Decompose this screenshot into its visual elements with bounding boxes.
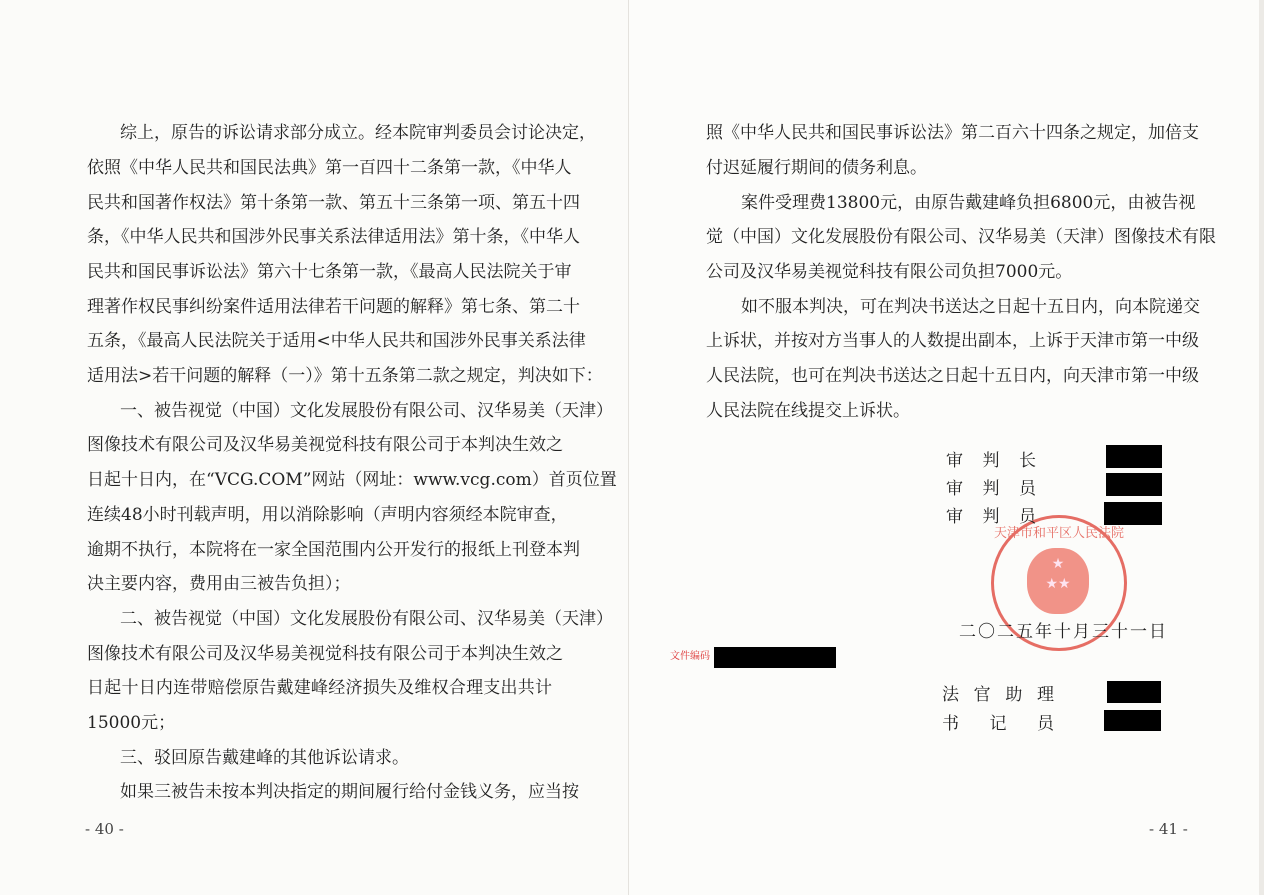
- page-number: - 41 -: [1149, 820, 1188, 838]
- text-line: 民共和国著作权法》第十条第一款、第五十三条第一项、第五十四: [87, 193, 580, 213]
- redacted-name: [1106, 473, 1162, 496]
- text-line: 决主要内容，费用由三被告负担）；: [87, 574, 351, 594]
- text-line: 如果三被告未按本判决指定的期间履行给付金钱义务，应当按: [120, 782, 579, 802]
- text-line: 觉（中国）文化发展股份有限公司、汉华易美（天津）图像技术有限: [706, 227, 1216, 247]
- text-line: 一、被告视觉（中国）文化发展股份有限公司、汉华易美（天津）: [120, 401, 613, 421]
- clerk-role: 法 官 助 理: [942, 685, 1054, 705]
- redacted-name: [1104, 502, 1162, 525]
- text-line: 三、驳回原告戴建峰的其他诉讼请求。: [120, 748, 409, 768]
- text-line: 付迟延履行期间的债务利息。: [706, 158, 927, 178]
- text-line: 人民法院在线提交上诉状。: [706, 401, 910, 421]
- page-41: [628, 0, 1259, 895]
- text-line: 条，《中华人民共和国涉外民事关系法律适用法》第十条，《中华人: [87, 227, 580, 247]
- signature-role: 审 判 长: [946, 451, 1036, 471]
- redacted-name: [1104, 710, 1161, 731]
- text-line: 图像技术有限公司及汉华易美视觉科技有限公司于本判决生效之: [87, 644, 563, 664]
- judgment-date: 二〇二五年十月三十一日: [959, 622, 1168, 642]
- text-line: 综上，原告的诉讼请求部分成立。经本院审判委员会讨论决定，: [120, 123, 596, 143]
- text-line: 适用法>若干问题的解释（一）》第十五条第二款之规定，判决如下：: [87, 366, 603, 386]
- file-code-label: 文件编码: [670, 651, 710, 662]
- page-40: [0, 0, 628, 895]
- redacted-file-code: [714, 647, 836, 668]
- national-emblem-icon: ★ ★★: [1027, 548, 1089, 614]
- text-line: 连续48小时刊载声明，用以消除影响（声明内容须经本院审查，: [87, 505, 568, 525]
- text-line: 案件受理费13800元，由原告戴建峰负担6800元，由被告视: [741, 193, 1196, 213]
- redacted-name: [1107, 681, 1161, 703]
- text-line: 民共和国民事诉讼法》第六十七条第一款，《最高人民法院关于审: [87, 262, 572, 282]
- text-line: 日起十日内，在“VCG.COM”网站（网址：www.vcg.com）首页位置: [87, 470, 617, 490]
- text-line: 15000元；: [87, 713, 176, 733]
- seal-text: 天津市和平区人民法院: [994, 526, 1125, 541]
- text-line: 照《中华人民共和国民事诉讼法》第二百六十四条之规定，加倍支: [706, 123, 1199, 143]
- text-line: 公司及汉华易美视觉科技有限公司负担7000元。: [706, 262, 1073, 282]
- page-number: - 40 -: [85, 820, 124, 838]
- signature-role: 审 判 员: [946, 507, 1036, 527]
- text-line: 人民法院，也可在判决书送达之日起十五日内，向天津市第一中级: [706, 366, 1199, 386]
- text-line: 逾期不执行，本院将在一家全国范围内公开发行的报纸上刊登本判: [87, 540, 580, 560]
- signature-role: 审 判 员: [946, 479, 1036, 499]
- text-line: 如不服本判决，可在判决书送达之日起十五日内，向本院递交: [741, 297, 1200, 317]
- clerk-role: 书 记 员: [942, 714, 1054, 734]
- text-line: 依照《中华人民共和国民法典》第一百四十二条第一款，《中华人: [87, 158, 572, 178]
- text-line: 上诉状，并按对方当事人的人数提出副本，上诉于天津市第一中级: [706, 331, 1199, 351]
- text-line: 图像技术有限公司及汉华易美视觉科技有限公司于本判决生效之: [87, 435, 563, 455]
- text-line: 日起十日内连带赔偿原告戴建峰经济损失及维权合理支出共计: [87, 678, 552, 698]
- text-line: 二、被告视觉（中国）文化发展股份有限公司、汉华易美（天津）: [120, 609, 613, 629]
- text-line: 五条，《最高人民法院关于适用<中华人民共和国涉外民事关系法律: [87, 331, 586, 351]
- text-line: 理著作权民事纠纷案件适用法律若干问题的解释》第七条、第二十: [87, 297, 580, 317]
- redacted-name: [1106, 445, 1162, 468]
